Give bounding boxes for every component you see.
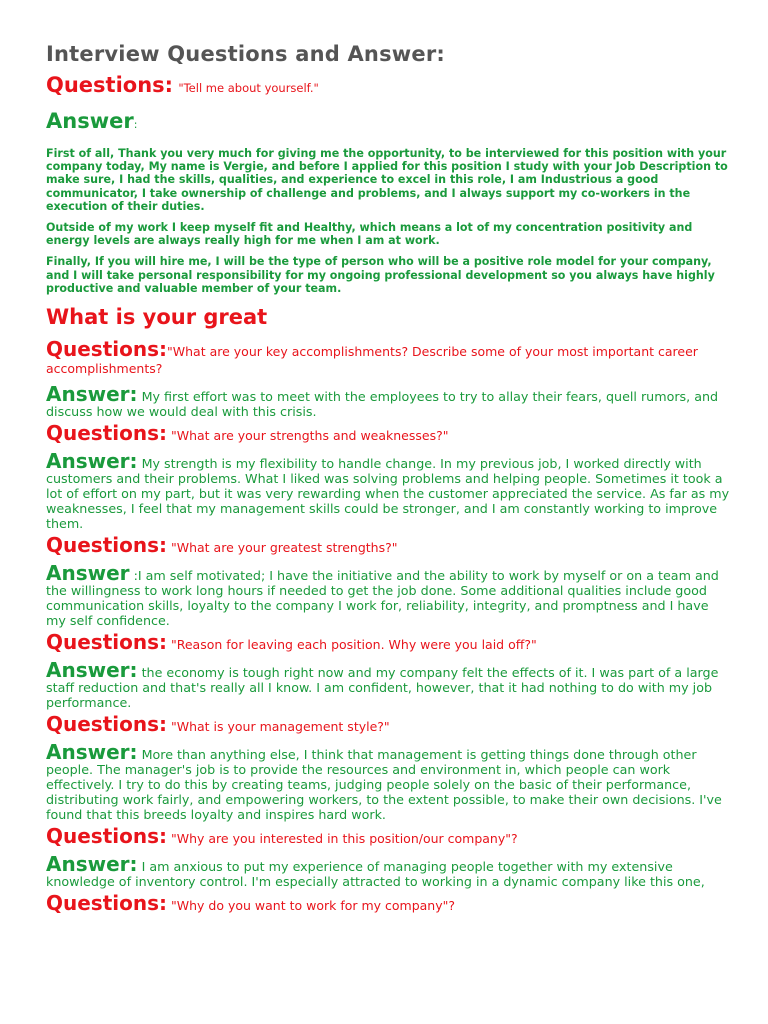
question-text: "What are your strengths and weaknesses?" — [167, 428, 449, 444]
qa-block — [46, 712, 730, 823]
page-title: Interview Questions and Answer: — [46, 42, 445, 66]
question — [46, 421, 730, 446]
question — [46, 824, 730, 849]
answer-label: Answer — [46, 561, 130, 586]
question — [46, 533, 730, 558]
question-label: Questions: — [46, 630, 168, 655]
question-text: "What is your management style?" — [167, 719, 390, 735]
question — [46, 891, 730, 916]
qa-block — [46, 891, 730, 916]
qa-block — [46, 630, 730, 711]
answer — [46, 740, 730, 823]
question-text: "Why are you interested in this position/our company"? — [167, 831, 518, 847]
question-text: "What are your greatest strengths?" — [167, 540, 398, 556]
qa-block — [46, 533, 730, 629]
question-text: "What are your key accomplishments? Describe some of your most important career accomplishments? — [46, 344, 698, 377]
answer-paragraph: Outside of my work I keep myself fit and Healthy, which means a lot of my concentration positivity and energy levels are always really high for me when I am at work. — [46, 221, 693, 248]
answer-text: the economy is tough right now and my company felt the effects of it. I was part of a large staff reduction and that's really all I know. I am confident, however, that it had nothing to do with my job performance. — [46, 665, 719, 711]
question-text: "Why do you want to work for my company"? — [167, 898, 456, 914]
question-label: Questions: — [46, 712, 168, 737]
intro-question — [46, 72, 730, 101]
question — [46, 337, 730, 377]
question — [46, 630, 730, 655]
answer-label: Answer: — [46, 658, 138, 683]
question-label: Questions: — [46, 533, 168, 558]
question — [46, 712, 730, 737]
question-label: Questions: — [46, 73, 174, 97]
answer — [46, 382, 730, 420]
question-text: "Tell me about yourself." — [178, 81, 319, 95]
answer-text: :I am self motivated; I have the initiative and the ability to work by myself or on a team and the willingness to work long hours if needed to get the job done. Some additional qualities include good communication skills, loyalty to the company I work for, reliability, integrity, and promptness and I have my self confidence. — [46, 568, 719, 629]
intro-answer-heading — [46, 109, 730, 133]
answer-text: More than anything else, I think that management is getting things done through other people. The manager's job is to provide the resources and environment in, which people can work effectively. I try to do this by creating teams, judging people solely on the basic of their performance, distributing work fairly, and empowering workers, to the extent possible, to make their own decisions. I've found that this breeds loyalty and inspires hard work. — [46, 747, 722, 823]
answer-label: Answer: — [46, 382, 138, 407]
qa-block — [46, 824, 730, 890]
answer — [46, 561, 730, 629]
answer — [46, 658, 730, 711]
question-label: Questions: — [46, 824, 168, 849]
document-page — [46, 42, 730, 924]
answer-text: My strength is my flexibility to handle change. In my previous job, I worked directly with customers and their problems. What I liked was solving problems and helping people. Sometimes it took a lot of effort on my part, but it was very rewarding when the customer appreciated the service. As far as my weaknesses, I feel that my management skills could be stronger, and I am constantly working to improve them. — [46, 456, 730, 532]
question-label: Questions: — [46, 891, 168, 916]
question-label: Questions: — [46, 337, 168, 362]
answer-text: I am anxious to put my experience of managing people together with my extensive knowledge of inventory control. I'm especially attracted to working in a dynamic company like this one, — [46, 859, 705, 890]
answer-paragraph: First of all, Thank you very much for giving me the opportunity, to be interviewed for this position with your company today, My name is Vergie, and before I applied for this position I study with your Job Description to make sure, I had the skills, qualities, and experience to excel in this role, I am Industrious a good communicator, I take ownership of challenge and problems, and I always support my co-workers in the execution of their duties. — [46, 147, 728, 213]
answer-paragraph: Finally, If you will hire me, I will be the type of person who will be a positive role model for your company, and I will take personal responsibility for my ongoing professional development so you always have highly productive and valuable member of your team. — [46, 255, 715, 295]
answer-colon: : — [133, 118, 138, 131]
question-label: Questions: — [46, 421, 168, 446]
answer-label: Answer: — [46, 449, 138, 474]
answer — [46, 449, 730, 532]
answer — [46, 852, 730, 890]
section-heading: What is your great — [46, 305, 268, 330]
answer-label: Answer — [46, 109, 134, 133]
answer-label: Answer: — [46, 852, 138, 877]
qa-block — [46, 337, 730, 420]
question-text: "Reason for leaving each position. Why were you laid off?" — [167, 637, 537, 653]
answer-text: My first effort was to meet with the employees to try to allay their fears, quell rumors, and discuss how we would deal with this crisis. — [46, 389, 719, 420]
answer-label: Answer: — [46, 740, 138, 765]
qa-block — [46, 421, 730, 532]
